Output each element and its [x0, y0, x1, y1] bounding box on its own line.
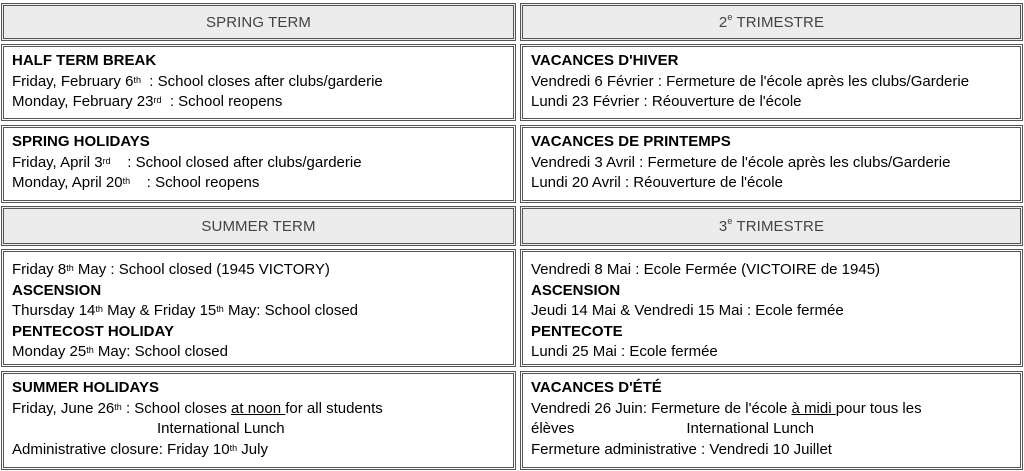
victoire-line: Vendredi 8 Mai : Ecole Fermée (VICTOIRE de 1945)	[531, 261, 881, 278]
spring-term-header-text: SPRING TERM	[205, 13, 311, 31]
vacances-ete-fr	[520, 371, 1023, 470]
summer-holidays-title: SUMMER HOLIDAYS	[12, 379, 159, 396]
summer-holidays-en	[1, 371, 516, 470]
ascension-fr-title: ASCENSION	[531, 281, 621, 299]
vacances-printemps-line-1: Vendredi 3 Avril : Fermeture de l'école après les clubs/Garderie	[531, 153, 951, 171]
victory-day-line: Friday 8th May : School closed (1945 VICTORY)	[12, 261, 330, 278]
spring-holidays-title: SPRING HOLIDAYS	[12, 133, 150, 150]
half-term-break-en	[1, 44, 516, 121]
spring-holidays-line-2: Monday, April 20th : School reopens	[12, 174, 260, 192]
vacances-hiver-fr	[520, 44, 1023, 121]
vacances-ete-line-2: élèves International Lunch	[531, 420, 814, 438]
second-trimester-header	[520, 3, 1023, 41]
ascension-fr-line: Jeudi 14 Mai & Vendredi 15 Mai : Ecole fermée	[531, 302, 844, 320]
administrative-closure-line: Administrative closure: Friday 10th July	[12, 440, 268, 458]
summer-holidays-line-1: Friday, June 26th : School closes at noon for all students	[12, 399, 383, 417]
spring-holidays-line-1: Friday, April 3rd : School closed after clubs/garderie	[12, 153, 362, 171]
vacances-ete-line-1: Vendredi 26 Juin: Fermeture de l'école à midi pour tous les	[531, 399, 922, 417]
pentecote-title: PENTECOTE	[531, 322, 623, 340]
fermeture-administrative-line: Fermeture administrative : Vendredi 10 Juillet	[531, 440, 832, 458]
second-trimester-header-text: 2e TRIMESTRE	[718, 11, 825, 31]
pentecote-line: Lundi 25 Mai : Ecole fermée	[531, 343, 718, 361]
spring-holidays-en	[1, 125, 516, 203]
pentecost-title: PENTECOST HOLIDAY	[12, 322, 174, 340]
ascension-title: ASCENSION	[12, 281, 102, 299]
ascension-line: Thursday 14th May & Friday 15th May: School closed	[12, 302, 359, 320]
third-trimester-header-text: 3e TRIMESTRE	[718, 215, 825, 235]
international-lunch-en: International Lunch	[157, 420, 285, 438]
may-closures-en	[1, 249, 516, 367]
vacances-printemps-title: VACANCES DE PRINTEMPS	[531, 133, 731, 150]
vacances-ete-title: VACANCES D'ÉTÉ	[531, 379, 662, 396]
vacances-hiver-line-1: Vendredi 6 Février : Fermeture de l'école après les clubs/Garderie	[531, 72, 970, 90]
half-term-line-1: Friday, February 6th : School closes after clubs/garderie	[12, 72, 383, 90]
vacances-printemps-line-2: Lundi 20 Avril : Réouverture de l'école	[531, 174, 783, 192]
half-term-title: HALF TERM BREAK	[12, 52, 157, 69]
summer-term-header-text: SUMMER TERM	[201, 217, 316, 235]
half-term-line-2: Monday, February 23rd : School reopens	[12, 93, 283, 111]
summer-term-header	[1, 206, 516, 246]
vacances-hiver-line-2: Lundi 23 Février : Réouverture de l'école	[531, 93, 802, 111]
vacances-printemps-fr	[520, 125, 1023, 203]
spring-term-header	[1, 3, 516, 41]
pentecost-line: Monday 25th May: School closed	[12, 343, 228, 361]
vacances-hiver-title: VACANCES D'HIVER	[531, 52, 679, 69]
third-trimester-header	[520, 206, 1023, 246]
may-closures-fr	[520, 249, 1023, 367]
